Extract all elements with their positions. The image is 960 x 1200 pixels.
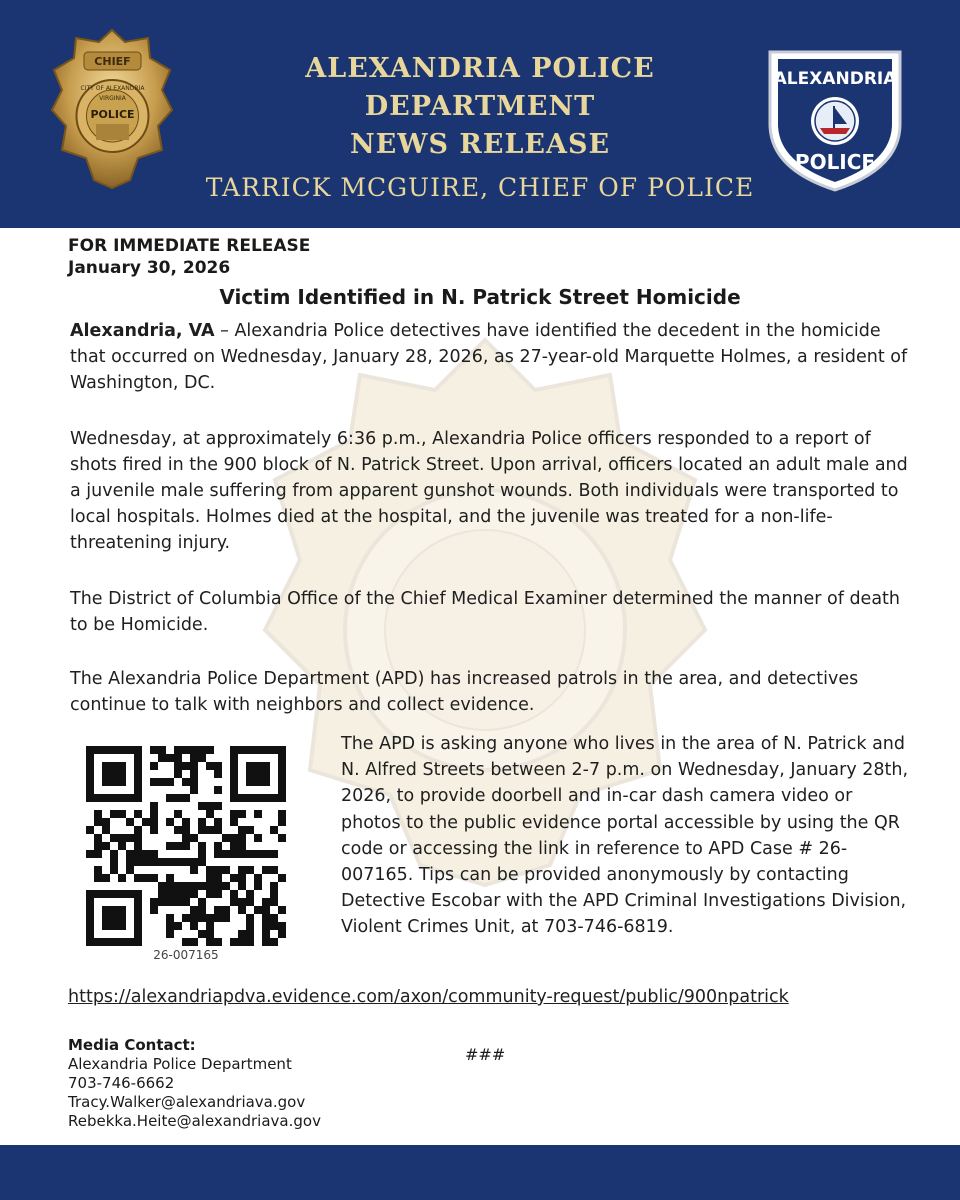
header-title-block [200,50,760,208]
release-header [68,235,310,279]
footer-bar [0,1145,960,1200]
news-release-label: NEWS RELEASE [349,129,611,160]
svg-text:CITY OF ALEXANDRIA: CITY OF ALEXANDRIA [80,85,145,92]
end-mark: ### [465,1045,506,1064]
contact-email-2[interactable]: Rebekka.Heite@alexandriava.gov [68,1112,321,1130]
qr-code-icon[interactable] [86,746,286,946]
intro-text: – Alexandria Police detectives have identified the decedent in the homicide that occurred on Wednesday, January 28, 2026, as 27-year-old Marquette Holmes, a resident of Washington, DC. [70,321,908,393]
qr-block[interactable] [86,746,286,962]
page-title: Victim Identified in N. Patrick Street Homicide [219,285,741,309]
svg-text:CHIEF: CHIEF [94,55,131,68]
dateline: Alexandria, VA [70,321,215,341]
release-label: FOR IMMEDIATE RELEASE [68,236,311,256]
svg-text:VIRGINIA: VIRGINIA [99,95,126,102]
header-banner [0,0,960,228]
release-date: January 30, 2026 [68,258,231,278]
svg-text:ALEXANDRIA: ALEXANDRIA [773,69,897,89]
contact-email-1[interactable]: Tracy.Walker@alexandriava.gov [68,1093,306,1111]
paragraph-medical-examiner: The District of Columbia Office of the Chief Medical Examiner determined the manner of death to be Homicide. [70,589,901,635]
chief-badge-icon [50,28,175,193]
paragraph-intro [70,318,910,396]
police-shield-icon [760,44,910,194]
evidence-portal-link[interactable]: https://alexandriapdva.evidence.com/axon/community-request/public/900npatrick [68,987,789,1007]
media-contact [68,1036,321,1131]
paragraph-patrols: The Alexandria Police Department (APD) has increased patrols in the area, and detectives continue to talk with neighbors and collect evidence. [70,669,859,715]
paragraph-incident: Wednesday, at approximately 6:36 p.m., Alexandria Police officers responded to a report of shots fired in the 900 block of N. Patrick Street. Upon arrival, officers located an adult male and a juvenile male suffering from apparent gunshot wounds. Both individuals were transported to local hospitals. Holmes died at the hospital, and the juvenile was treated for a non-life-threatening injury. [70,429,908,553]
chief-name: TARRICK MCGUIRE, CHIEF OF POLICE [205,173,755,202]
contact-org: Alexandria Police Department [68,1055,292,1073]
paragraph-request: The APD is asking anyone who lives in the area of N. Patrick and N. Alfred Streets between 2-7 p.m. on Wednesday, January 28th, 2026, to provide doorbell and in-car dash camera video or photos to the public evidence portal accessible by using the QR code or accessing the link in reference to APD Case # 26-007165. Tips can be provided anonymously by contacting Detective Escobar with the APD Criminal Investigations Division, Violent Crimes Unit, at 703-746-6819. [341,734,909,938]
contact-phone: 703-746-6662 [68,1074,175,1092]
qr-caption: 26-007165 [153,948,219,962]
svg-text:POLICE: POLICE [794,150,876,174]
contact-title: Media Contact: [68,1036,196,1054]
svg-text:POLICE: POLICE [90,108,135,121]
department-name: ALEXANDRIA POLICE DEPARTMENT [305,53,655,122]
